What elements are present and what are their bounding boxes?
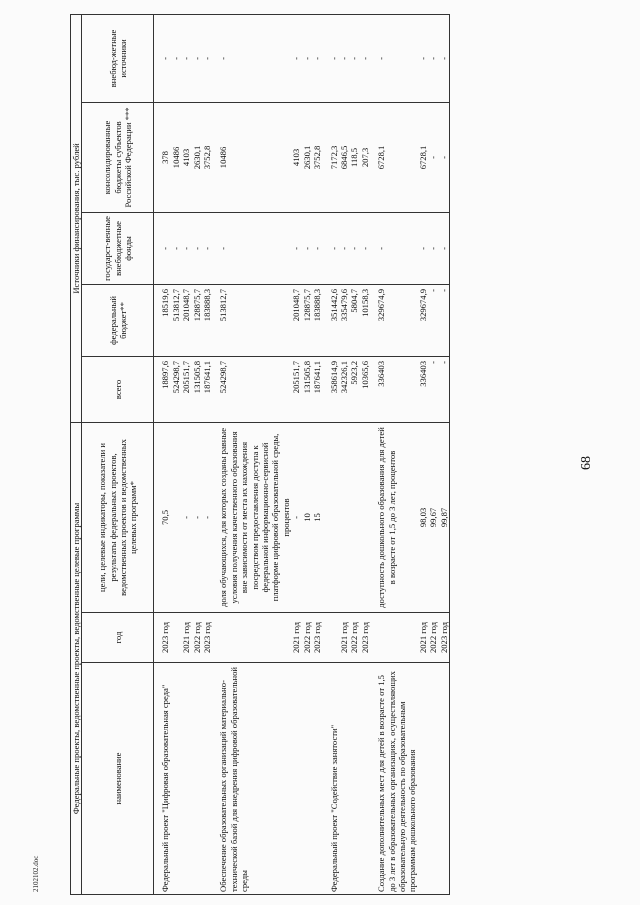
row-regional: 4103 — [181, 102, 191, 212]
row-total: 131505,8 — [302, 356, 312, 422]
row-federal: 513812,7 — [171, 284, 181, 356]
row-state-funds: - — [323, 212, 339, 284]
row-total: 205151,7 — [291, 356, 301, 422]
row-regional: 6728,1 — [418, 102, 428, 212]
row-nonbudget: - — [291, 14, 301, 102]
row-indicator — [339, 422, 349, 612]
row-regional: 10486 — [171, 102, 181, 212]
header-federal: федеральный бюджет** — [82, 284, 154, 356]
row-total: 336403 — [370, 356, 418, 422]
funding-table — [70, 14, 450, 895]
header-row-2 — [82, 14, 154, 894]
table-row — [171, 14, 181, 894]
row-federal: 513812,7 — [212, 284, 291, 356]
row-state-funds: - — [349, 212, 359, 284]
row-indicator: 70,5 — [154, 422, 171, 612]
row-year: 2022 год — [192, 613, 202, 663]
row-year: 2022 год — [428, 613, 438, 663]
row-federal: 128875,7 — [302, 284, 312, 356]
header-group-projects: Федеральные проекты, ведомственные проекты, ведомственные целевые программы — [71, 422, 82, 894]
row-nonbudget: - — [192, 14, 202, 102]
row-total: 524298,7 — [212, 356, 291, 422]
row-state-funds: - — [370, 212, 418, 284]
row-total: 187641,1 — [202, 356, 212, 422]
rotated-table-page — [70, 15, 565, 895]
row-year: 2021 год — [181, 613, 191, 663]
row-state-funds: - — [439, 212, 450, 284]
row-name — [349, 663, 359, 895]
row-regional: 207,3 — [360, 102, 370, 212]
row-indicator: 10 — [302, 422, 312, 612]
row-nonbudget: - — [302, 14, 312, 102]
table-row — [339, 14, 349, 894]
row-indicator: - — [291, 422, 301, 612]
row-regional: - — [428, 102, 438, 212]
row-nonbudget: - — [181, 14, 191, 102]
row-indicator: - — [181, 422, 191, 612]
row-nonbudget: - — [360, 14, 370, 102]
row-year: 2023 год — [312, 613, 322, 663]
row-total: 336403 — [418, 356, 428, 422]
row-regional: 118,5 — [349, 102, 359, 212]
row-nonbudget: - — [370, 14, 418, 102]
row-year: 2021 год — [291, 613, 301, 663]
row-regional: 6728,1 — [370, 102, 418, 212]
row-indicator: 99,87 — [439, 422, 450, 612]
row-name — [302, 663, 312, 895]
row-nonbudget: - — [428, 14, 438, 102]
row-regional: 3752,8 — [312, 102, 322, 212]
row-name: Создание дополнительных мест для детей в возрасте от 1,5 до 3 лет в образовательных организациях, осуществляющих образовательную деятельность по образовательным программам дошкольного образования — [370, 663, 418, 895]
row-regional: 378 — [154, 102, 171, 212]
row-year: 2023 год — [360, 613, 370, 663]
row-state-funds: - — [418, 212, 428, 284]
row-total: 10365,6 — [360, 356, 370, 422]
row-indicator: доступность дошкольного образования для детей в возрасте от 1,5 до 3 лет, процентов — [370, 422, 418, 612]
header-name: наименование — [82, 663, 154, 895]
row-nonbudget: - — [154, 14, 171, 102]
header-row-1 — [71, 14, 82, 894]
table-row — [418, 14, 428, 894]
row-indicator — [323, 422, 339, 612]
header-group-funding: Источники финансирования, тыс. рублей — [71, 14, 82, 422]
table-row — [154, 14, 171, 894]
row-indicator: доля обучающихся, для которых созданы равные условия получения качественного образования вне зависимости от места их нахождения посредством предоставления доступа к федеральной информационно-сервисной платформе цифровой образовательной среды, процентов — [212, 422, 291, 612]
table-row — [323, 14, 339, 894]
table-row — [439, 14, 450, 894]
header-nonbudget: внебюд-жетные источники — [82, 14, 154, 102]
row-name: Федеральный проект "Цифровая образовательная среда" — [154, 663, 171, 895]
row-year: 2023 год — [154, 613, 171, 663]
header-indicators: цели, целевые индикаторы, показатели и результаты федеральных проектов, ведомственных проектов и ведомственных целевых программ* — [82, 422, 154, 612]
header-regional: консолидированные бюджеты субъектов Российской Федерации *** — [82, 102, 154, 212]
row-indicator: 98,03 — [418, 422, 428, 612]
row-total: 205151,7 — [181, 356, 191, 422]
row-name — [439, 663, 450, 895]
row-name — [312, 663, 322, 895]
table-row — [312, 14, 322, 894]
row-nonbudget: - — [212, 14, 291, 102]
row-nonbudget: - — [202, 14, 212, 102]
row-federal: 183888,3 — [312, 284, 322, 356]
row-federal: 201048,7 — [291, 284, 301, 356]
row-name — [428, 663, 438, 895]
row-name — [192, 663, 202, 895]
footer-doc-code: 2102102.doc — [32, 855, 40, 892]
row-federal: 329674,9 — [370, 284, 418, 356]
row-federal: 18519,6 — [154, 284, 171, 356]
row-total: 131505,8 — [192, 356, 202, 422]
row-year — [370, 613, 418, 663]
row-indicator — [349, 422, 359, 612]
row-regional: 2630,1 — [302, 102, 312, 212]
table-row — [360, 14, 370, 894]
row-federal: 329674,9 — [418, 284, 428, 356]
row-indicator: 99,67 — [428, 422, 438, 612]
row-regional: - — [439, 102, 450, 212]
row-year: 2023 год — [202, 613, 212, 663]
row-year: 2022 год — [349, 613, 359, 663]
row-regional: 3752,8 — [202, 102, 212, 212]
row-federal: 128875,7 — [192, 284, 202, 356]
row-regional: 7172,3 — [323, 102, 339, 212]
row-name: Федеральный проект "Содействие занятости" — [323, 663, 339, 895]
row-indicator — [171, 422, 181, 612]
row-state-funds: - — [154, 212, 171, 284]
row-year: 2021 год — [339, 613, 349, 663]
table-row — [202, 14, 212, 894]
row-regional: 6846,5 — [339, 102, 349, 212]
row-indicator — [360, 422, 370, 612]
row-state-funds: - — [428, 212, 438, 284]
row-name — [291, 663, 301, 895]
row-year — [212, 613, 291, 663]
table-row — [192, 14, 202, 894]
table-row — [181, 14, 191, 894]
row-state-funds: - — [212, 212, 291, 284]
row-state-funds: - — [171, 212, 181, 284]
row-name: Обеспечение образовательных организаций материально-технической базой для внедрения цифровой образовательной среды — [212, 663, 291, 895]
row-federal: 5804,7 — [349, 284, 359, 356]
row-state-funds: - — [360, 212, 370, 284]
row-state-funds: - — [312, 212, 322, 284]
row-name — [360, 663, 370, 895]
page-number: 68 — [579, 456, 594, 470]
row-federal: 351442,6 — [323, 284, 339, 356]
row-name — [181, 663, 191, 895]
row-year: 2022 год — [302, 613, 312, 663]
row-year: 2021 год — [418, 613, 428, 663]
table-row — [370, 14, 418, 894]
row-indicator: 15 — [312, 422, 322, 612]
header-year: год — [82, 613, 154, 663]
row-total: 524298,7 — [171, 356, 181, 422]
table-row — [302, 14, 312, 894]
row-indicator: - — [202, 422, 212, 612]
row-total: 358614,9 — [323, 356, 339, 422]
row-state-funds: - — [181, 212, 191, 284]
row-nonbudget: - — [312, 14, 322, 102]
row-federal: 335479,6 — [339, 284, 349, 356]
row-total: - — [439, 356, 450, 422]
row-nonbudget: - — [439, 14, 450, 102]
row-nonbudget: - — [339, 14, 349, 102]
row-state-funds: - — [192, 212, 202, 284]
table-row — [428, 14, 438, 894]
row-state-funds: - — [302, 212, 312, 284]
row-federal: - — [439, 284, 450, 356]
row-federal: 201048,7 — [181, 284, 191, 356]
row-nonbudget: - — [349, 14, 359, 102]
header-state-funds: государст-венные внебюджетные фонды — [82, 212, 154, 284]
table-row — [349, 14, 359, 894]
row-year — [323, 613, 339, 663]
row-nonbudget: - — [418, 14, 428, 102]
table-row — [291, 14, 301, 894]
row-name — [171, 663, 181, 895]
row-regional: 2630,1 — [192, 102, 202, 212]
row-nonbudget: - — [323, 14, 339, 102]
row-name — [418, 663, 428, 895]
row-year — [171, 613, 181, 663]
row-state-funds: - — [291, 212, 301, 284]
row-total: 5923,2 — [349, 356, 359, 422]
row-state-funds: - — [202, 212, 212, 284]
row-total: - — [428, 356, 438, 422]
row-federal: - — [428, 284, 438, 356]
table-row — [212, 14, 291, 894]
row-total: 187641,1 — [312, 356, 322, 422]
row-year: 2023 год — [439, 613, 450, 663]
row-name — [339, 663, 349, 895]
row-federal: 183888,3 — [202, 284, 212, 356]
row-total: 342326,1 — [339, 356, 349, 422]
row-indicator: - — [192, 422, 202, 612]
row-total: 18897,6 — [154, 356, 171, 422]
table-body — [154, 14, 450, 894]
row-federal: 10158,3 — [360, 284, 370, 356]
header-total: всего — [82, 356, 154, 422]
row-name — [202, 663, 212, 895]
row-state-funds: - — [339, 212, 349, 284]
row-regional: 10486 — [212, 102, 291, 212]
row-nonbudget: - — [171, 14, 181, 102]
row-regional: 4103 — [291, 102, 301, 212]
